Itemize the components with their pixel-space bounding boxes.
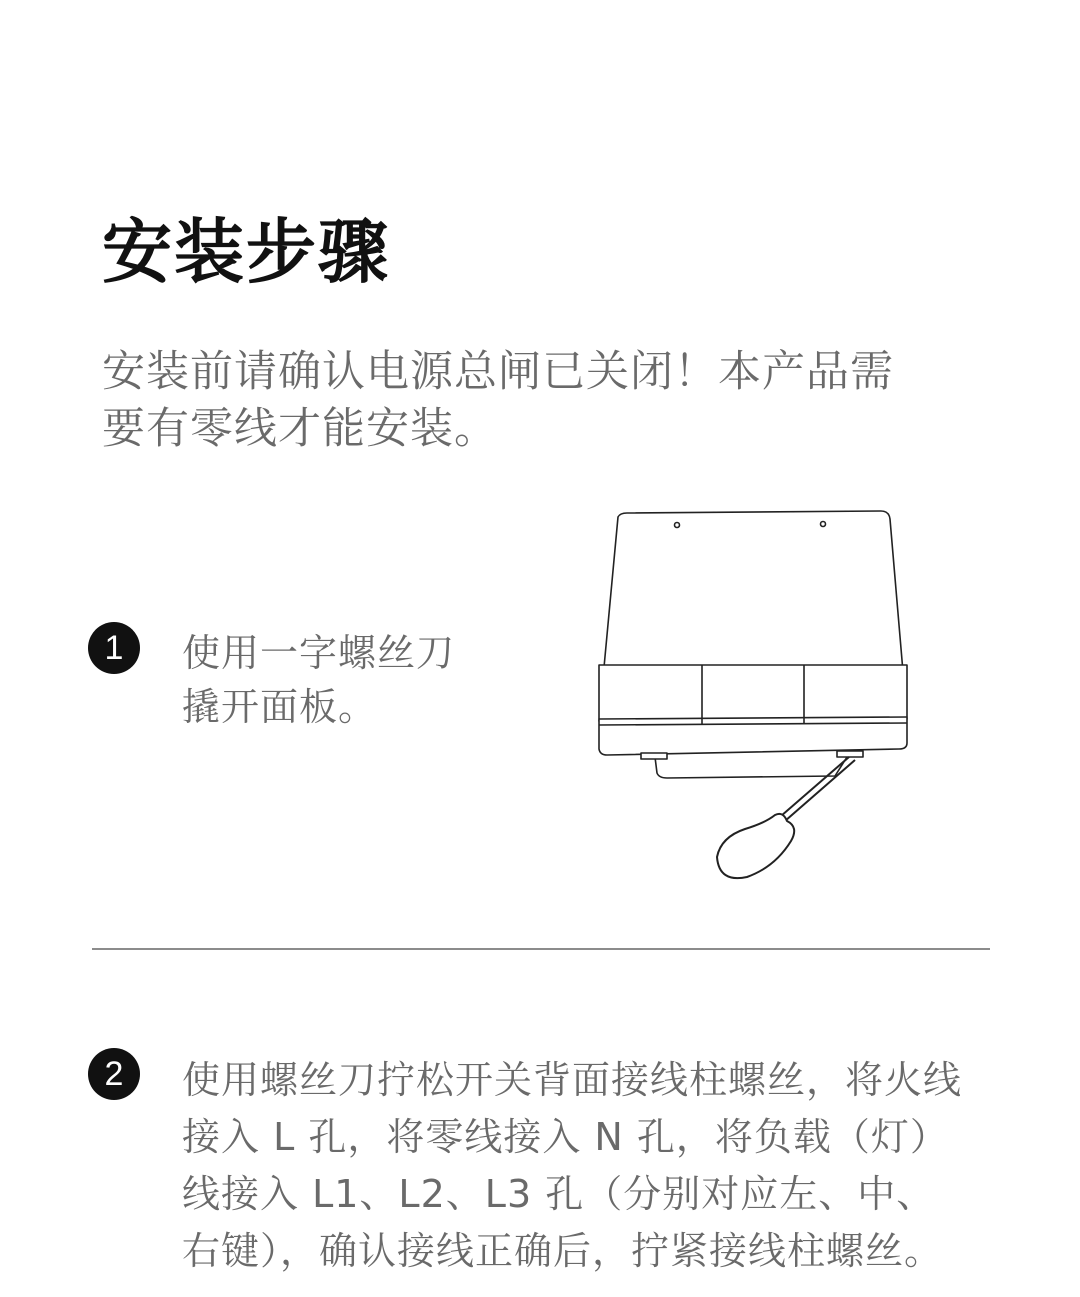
safety-notice-line: 要有零线才能安装。	[102, 404, 498, 454]
panel-front-edge	[599, 665, 907, 755]
back-box-outline	[655, 757, 847, 778]
step-2-line: 线接入 L1、L2、L3 孔（分别对应左、中、	[182, 1172, 936, 1216]
step-2-line: 右键），确认接线正确后，拧紧接线柱螺丝。	[182, 1229, 944, 1273]
step-2-text	[182, 1052, 1062, 1280]
safety-notice	[102, 344, 982, 458]
step-2-line: 使用螺丝刀拧松开关背面接线柱螺丝，将火线	[182, 1058, 963, 1102]
safety-notice-line: 安装前请确认电源总闸已关闭！本产品需	[102, 347, 894, 397]
pry-slot-right	[837, 751, 863, 757]
screwdriver-shaft	[785, 760, 855, 821]
step-2-line: 接入 L 孔，将零线接入 N 孔，将负载（灯）	[182, 1115, 949, 1159]
pry-slot-left	[641, 753, 667, 759]
page-title: 安装步骤	[102, 211, 390, 293]
screwdriver-shaft	[781, 757, 849, 816]
section-divider	[92, 948, 990, 950]
step-1-number-badge: 1	[88, 622, 140, 674]
step-1-line: 撬开面板。	[182, 685, 378, 729]
screwdriver-handle	[717, 814, 794, 878]
switch-pry-illustration	[585, 505, 925, 885]
step-1-line: 使用一字螺丝刀	[182, 631, 456, 675]
step-1-text	[182, 626, 455, 734]
step-2-number-badge: 2	[88, 1048, 140, 1100]
